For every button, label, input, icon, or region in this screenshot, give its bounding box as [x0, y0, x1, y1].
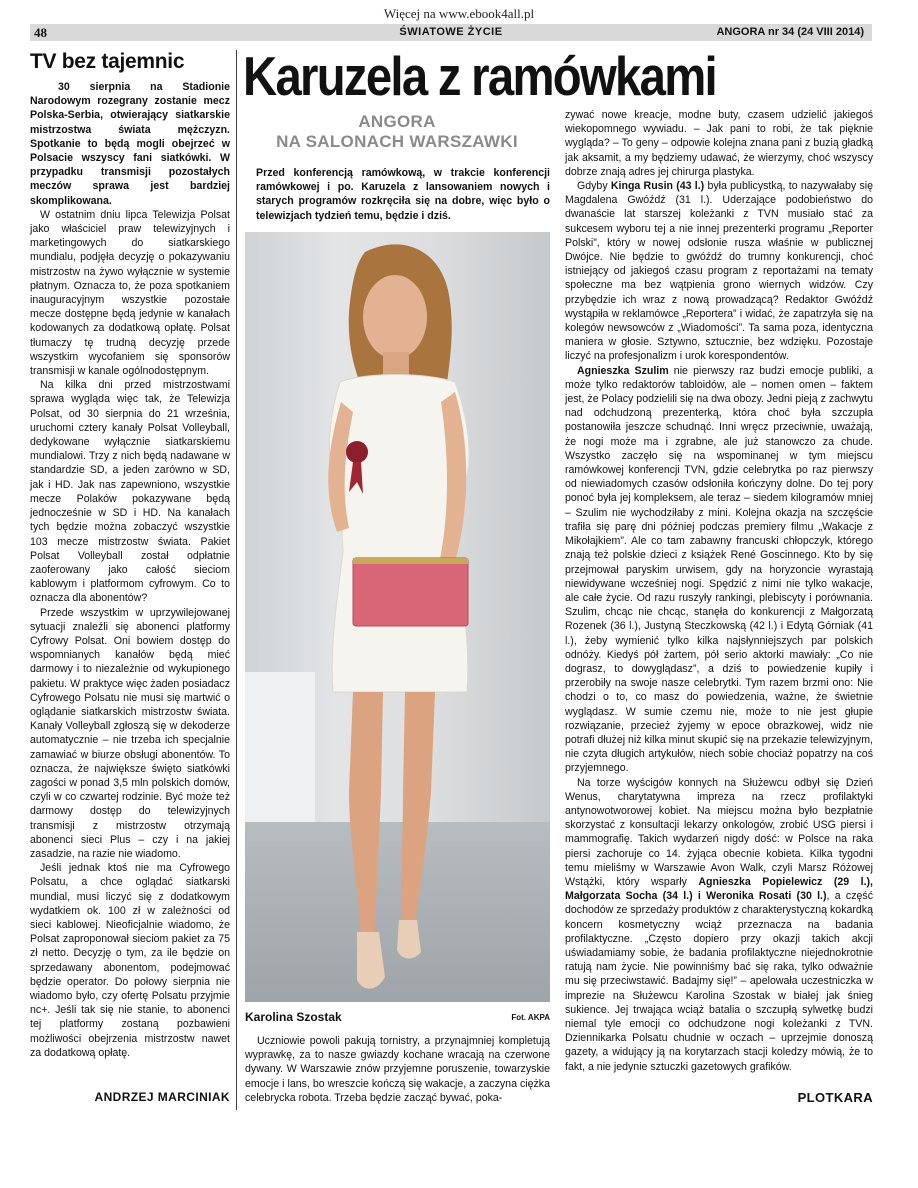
right-paragraph [565, 179, 873, 364]
woman-figure-illustration [245, 232, 550, 1002]
right-paragraph [565, 364, 873, 776]
main-article-body-right [565, 108, 873, 1074]
paragraph-text: zywać nowe kreacje, modne buty, czasem udzielić jakiegoś wiekopomnego wywiadu. – Jak pani to robi, że tak pięknie wygląda? – To geny – odpowie kolejna znana pani z buzią gładką jak aksamit, a my będziemy udawać, że wierzymy, choć wszyscy dobrze znają adres jej chirurga plastyka. [565, 109, 873, 178]
left-article-lead: 30 sierpnia na Stadionie Narodowym rozegrany zostanie mecz Polska-Serbia, otwierający siatkarskie mistrzostwa świata mężczyzn. Spotkanie to będą mogli obejrzeć w Polsacie wszyscy fani siatkówki. W przypadku transmisji pozostałych meczów sprawa jest bardziej skomplikowana. [30, 81, 230, 207]
section-title: ŚWIATOWE ŻYCIE [399, 26, 503, 38]
left-paragraph: W ostatnim dniu lipca Telewizja Polsat jako właściciel praw telewizyjnych i marketingowych do siatkarskiego mundialu, podjęła decyzję o pokazywaniu mistrzostw na żywo wyłącznie w systemie płatnym. Oznacza to, że poza spotkaniem inauguracyjnym wszystkie pozostałe mecze dostępne będą jedynie w kanałach kodowanych za dodatkową opłatę. Polsat tłumaczy tę trudną decyzję przede wszystkim wycofaniem się sponsorów transmisji w kanale ogólnodostępnym. [30, 208, 230, 378]
watermark: Więcej na www.ebook4all.pl [383, 6, 535, 21]
left-article-title: TV bez tajemnic [30, 50, 185, 73]
mid-paragraph: Uczniowie powoli pakują tornistry, a przynajmniej kompletują wyprawkę, za to nasze gwiazdy kochane wracają na czerwone dywany. W Warszawie znów przyjemne poruszenie, towarzyskie emocje i lans, bo wreszcie kończą się wakacje, a zaczyna ciężka celebrycka robota. Trzeba będzie zacząć bywać, poka- [245, 1035, 550, 1104]
paragraph-bold-name: Agnieszka Popielewicz (29 l.), Małgorzata Socha (34 l.) i Weronika Rosati (30 l.) [565, 875, 874, 903]
paragraph-text: Na torze wyścigów konnych na Służewcu odbył się Dzień Wenus, charytatywna impreza na rzecz profilaktyki antynowotworowej kobiet. Na miejscu można było bezpłatnie skorzystać z konsultacji lekarzy onkologów, zrobić USG piersi i mammografię. Takich wydarzeń nigdy dość: w Polsce na raka piersi zachoruje co 14. żyjąca obecnie kobieta. Kilka tygodni temu mieliśmy w Warszawie Avon Walk, czyli Marsz Różowej Wstążki, który wsparły [565, 776, 873, 888]
left-paragraph: Przede wszystkim w uprzywilejowanej sytuacji znaleźli się abonenci platformy Cyfrowy Polsat. Oni bowiem dostęp do wspomnianych kanałów będą mieć darmowy i to niezależnie od wykupionego pakietu. W praktyce więc żaden posiadacz Cyfrowego Polsatu nie musi się martwić o oglądanie siatkarskich mistrzostw świata. Kanały Volleyball zgłoszą się w dekoderze automatycznie – nie trzeba ich specjalnie zamawiać w biurze obsługi abonentów. To oznacza, że największe święto siatkówki zagości w ponad 3,5 mln polskich domów, czyli w co czwartej rodzinie. Być może też darmowy dostęp do telewizyjnych transmisji z mistrzostw otrzymają abonenci sieci Plus – czy i na jakiej zasadzie, na razie nie wiadomo. [30, 606, 230, 860]
photo-credit: Fot. AKPA [511, 1013, 550, 1022]
issue-label: ANGORA nr 34 (24 VIII 2014) [716, 26, 864, 38]
page-header [30, 24, 872, 41]
article-photo [245, 232, 550, 1002]
main-article-title: Karuzela z ramówkami [243, 45, 716, 107]
main-article-lead: Przed konferencją ramówkową, w trakcie konferencji ramówkowej i po. Karuzela z lansowaniem nowych i starych programów rozkręciła się na dobre, więc było o telewizjach tydzień temu, będzie i dziś. [256, 167, 550, 222]
subtitle-line-2: NA SALONACH WARSZAWKI [276, 132, 518, 151]
paragraph-text: Gdyby [577, 180, 611, 193]
page-number: 48 [34, 25, 47, 40]
paragraph-text: nie pierwszy raz budzi emocje publiki, a może tylko redaktorów tabloidów, ale – nomen omen – faktem jest, że Polacy podzielili się na dwa obozy. Jedni pieją z zachwytu nad odchudzoną prezenterką, która choć była szczupła postanowiła jeszcze schudnąć. Inni wręcz przeciwnie, uważają, że nogi może ma i zgrabne, ale już stanowczo za chude. Wszystko zaczęło się na wspominanej w tym miejscu ramówkowej konferencji TVN, gdzie celebrytka po raz pierwszy od niewiadomych czasów odsłoniła kończyny dolne. Do tej pory ponoć była jej kompleksem, ale teraz – siedem kilogramów mniej – Szulim nie wychodziłaby z mini. Kolejna okazja na szczęście trafiła się parę dni później podczas premiery filmu „Wakacje z Mikołajkiem”. Ale co tam zabawny francuski chłopczyk, którego znają też polskie dzieci z książek René Goscinnego. Kto by się przejmował paryskim urwisem, gdy na horyzoncie wyrastają niewidywane wcześniej nogi. Spędzić z nimi nie tylko wakacje, ale całe życie. Od razu ruszyły rankingi, plebiscyty i porównania. Szulim, chcąc nie chcąc, stanęła do konkurencji z Małgorzatą Rozenek (36 l.), Justyną Steczkowską (42 l.) i Edytą Górniak (41 l.), żeby wymienić tylko kilka najsłynniejszych par polskich odnóży. Kiedyś pół żartem, pół serio aktorki mawiały: „Co nie dograsz, to dowyglądasz”, a dziś to powiedzenie kupiły i przerobiły na swoje nasze celebrytki. Tym razem brzmi ono: Nie chodzi o to, co masz do powiedzenia, ważne, że świetnie wyglądasz. W sumie czemu nie, może to nie jest głupie rozwiązanie, przecież żyjemy w epoce obrazkowej, widz nie potrafi dłużej niż kilka minut skupić się na przekazie telewizyjnym, nie czyta długich artykułów, niech sobie chociaż popatrzy na coś przyjemnego. [565, 364, 873, 775]
left-article [30, 50, 230, 1110]
paragraph-bold-name: Agnieszka Szulim [577, 364, 669, 377]
paragraph-text: była publicystką, to nazywałaby się Magdalena Gwóźdź (31 l.). Uderzające podobieństwo do dwanaście lat starszej koleżanki z TVN musiało stać za sukcesem wyboru tej a nie innej prezenterki programu „Reporter Polski”, który w nowej odsłonie rusza właśnie w publicznej Dwójce. Nie będzie to gwóźdź do trumny konkurencji, choć istniejący od jakiegoś czasu program z reportażami na tematy społeczne ma bez wątpienia grono wiernych widzów. Czy przybędzie ich wraz z nową prowadzącą? Redaktor Gwóźdź wystąpiła w reklamówce „Reportera” i widać, że zapatrzyła się na kolegów newsowców z „Wiadomości”. Ta sama poza, identyczna maniera w głosie. Sztywno, sztucznie, bez wdzięku. Pozostaje liczyć na profesjonalizm i urok korespondentów. [565, 180, 873, 363]
left-article-author: ANDRZEJ MARCINIAK [94, 1090, 230, 1104]
left-paragraph: Jeśli jednak ktoś nie ma Cyfrowego Polsatu, a chce oglądać siatkarski mundial, musi liczyć się z dodatkowym wydatkiem ok. 100 zł w zależności od sieci kablowej. Nieoficjalnie wiadomo, że Polsat zaproponował sieciom pakiet za 75 zł netto. Decyzję o tym, za ile będzie on sprzedawany abonentom, podejmować będzie operator. Do połowy sierpnia nie wiadomo było, czy ofertę Polsatu przyjmie nc+. Jeśli tak się nie stanie, to abonenci tej platformy zostaną pozbawieni możliwości obejrzenia mistrzostw nawet za dodatkową opłatę. [30, 862, 230, 1059]
main-article-signature: PLOTKARA [797, 1090, 873, 1105]
column-divider [236, 50, 237, 1110]
subtitle-line-1: ANGORA [358, 112, 436, 131]
photo-caption [245, 1010, 550, 1026]
photo-caption-name: Karolina Szostak [245, 1010, 342, 1024]
paragraph-bold-name: Kinga Rusin (43 l.) [610, 180, 705, 193]
right-paragraph [565, 776, 873, 1074]
paragraph-text: , a część dochodów ze sprzedaży produktów z charakterystyczną kokardką koncern kosmetyczny wciąż przeznacza na badania profilaktyczne. „Często dopiero przy okazji takich akcji uświadamiamy sobie, że badania profilaktyczne niejednokrotnie ratują nam życie. Nie powinniśmy bać się raka, tylko odważnie mu się przeciwstawić. Badajmy się!” – apelowała uczestniczka w imprezie na Służewcu Karolina Szostak w białej jak śnieg sukience. Jej trwająca wciąż batalia o szczupłą sylwetkę budzi niemal tyle emocji co odchudzone nogi koleżanki z TVN. Dziennikarka Polsatu chudnie w oczach – uprzejmie donoszą gazety, a widujący ją na korytarzach stacji koledzy mówią, że to fakt, a nie jedynie sztuczki gazetowych grafików. [565, 890, 873, 1073]
main-article-body-mid [245, 1034, 550, 1105]
main-article-subtitle [244, 112, 550, 152]
left-paragraph: Na kilka dni przed mistrzostwami sprawa wygląda więc tak, że Telewizja Polsat, od 30 sierpnia do 21 września, uruchomi cztery kanały Polsat Volleyball, dedykowane wyłącznie siatkarskiemu mundialowi. Trzy z nich będą nadawane w standardzie SD, a jeden zarówno w SD, jak i HD. Jak nas zapewniono, wszystkie mecze Polaków pokazywane będą jednocześnie w SD i HD. Na kanałach tych będzie można zobaczyć wszystkie 103 mecze mistrzostw świata. Pakiet Polsat Volleyball został odpłatnie zaoferowany jako całość sieciom kablowym i platformom cyfrowym. Co to oznacza dla abonentów? [30, 379, 230, 605]
right-paragraph [565, 108, 873, 179]
left-article-body [30, 208, 230, 1060]
